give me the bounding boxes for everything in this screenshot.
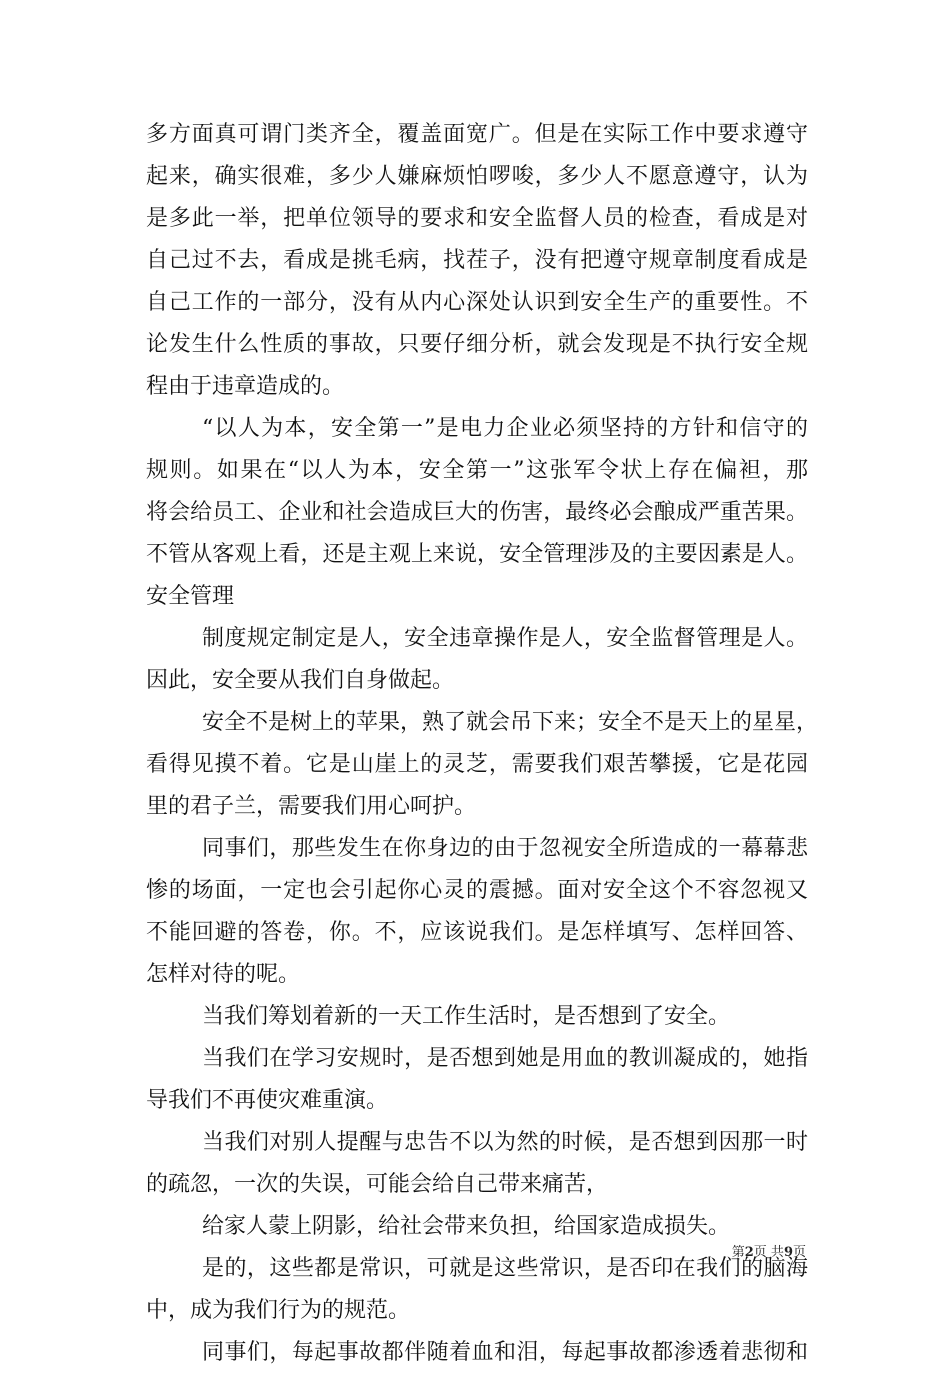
text-line: 给家人蒙上阴影，给社会带来负担，给国家造成损失。 xyxy=(202,1214,731,1239)
text-line: 制度规定制定是人，安全违章操作是人，安全监督管理是人。 xyxy=(202,626,808,651)
text-line: 怎样对待的呢。 xyxy=(146,962,301,987)
text-line: “以人为本，安全第一”是电力企业必须坚持的方针和信守的 xyxy=(202,416,808,441)
text-line: 当我们在学习安规时，是否想到她是用血的教训凝成的，她指 xyxy=(202,1046,808,1071)
text-line: 规则。如果在“以人为本，安全第一”这张军令状上存在偏袒，那 xyxy=(146,458,808,483)
text-line: 同事们，每起事故都伴随着血和泪，每起事故都渗透着悲彻和 xyxy=(202,1340,808,1365)
text-line: 同事们，那些发生在你身边的由于忽视安全所造成的一幕幕悲 xyxy=(202,836,808,861)
text-line: 自己过不去，看成是挑毛病，找茬子，没有把遵守规章制度看成是 xyxy=(146,248,808,273)
text-line: 中，成为我们行为的规范。 xyxy=(146,1298,411,1323)
text-line: 不管从客观上看，还是主观上来说，安全管理涉及的主要因素是人。 xyxy=(146,542,808,567)
text-line: 将会给员工、企业和社会造成巨大的伤害，最终必会酿成严重苦果。 xyxy=(146,500,808,525)
text-line: 安全管理 xyxy=(146,584,235,609)
text-line: 是多此一举，把单位领导的要求和安全监督人员的检查，看成是对 xyxy=(146,206,808,231)
footer-suffix: 页 xyxy=(792,1245,806,1260)
current-page-number: 2 xyxy=(744,1245,754,1260)
text-line: 是的，这些都是常识，可就是这些常识，是否印在我们的脑海 xyxy=(202,1256,808,1281)
document-body xyxy=(146,114,819,1374)
text-line: 程由于违章造成的。 xyxy=(146,374,345,399)
footer-prefix: 第 xyxy=(731,1245,745,1260)
text-line: 论发生什么性质的事故，只要仔细分析，就会发现是不执行安全规 xyxy=(146,332,808,357)
text-line: 导我们不再使灾难重演。 xyxy=(146,1088,389,1113)
text-line: 自己工作的一部分，没有从内心深处认识到安全生产的重要性。不 xyxy=(146,290,808,315)
text-line: 因此，安全要从我们自身做起。 xyxy=(146,668,455,693)
text-line: 当我们筹划着新的一天工作生活时，是否想到了安全。 xyxy=(202,1004,731,1029)
text-line: 当我们对别人提醒与忠告不以为然的时候，是否想到因那一时 xyxy=(202,1130,808,1155)
text-line: 的疏忽，一次的失误，可能会给自己带来痛苦， xyxy=(146,1172,609,1197)
text-line: 里的君子兰，需要我们用心呵护。 xyxy=(146,794,477,819)
footer-middle: 页 共 xyxy=(753,1245,784,1260)
text-line: 不能回避的答卷，你。不，应该说我们。是怎样填写、怎样回答、 xyxy=(146,920,808,945)
text-line: 起来，确实很难，多少人嫌麻烦怕啰唆，多少人不愿意遵守，认为 xyxy=(146,164,808,189)
total-page-count: 9 xyxy=(783,1245,793,1260)
text-line: 惨的场面，一定也会引起你心灵的震撼。面对安全这个不容忽视又 xyxy=(146,878,808,903)
text-line: 看得见摸不着。它是山崖上的灵芝，需要我们艰苦攀援，它是花园 xyxy=(146,752,808,777)
text-line: 多方面真可谓门类齐全，覆盖面宽广。但是在实际工作中要求遵守 xyxy=(146,122,808,147)
text-line: 安全不是树上的苹果，熟了就会吊下来；安全不是天上的星星， xyxy=(202,710,819,735)
page-footer xyxy=(0,1244,806,1262)
